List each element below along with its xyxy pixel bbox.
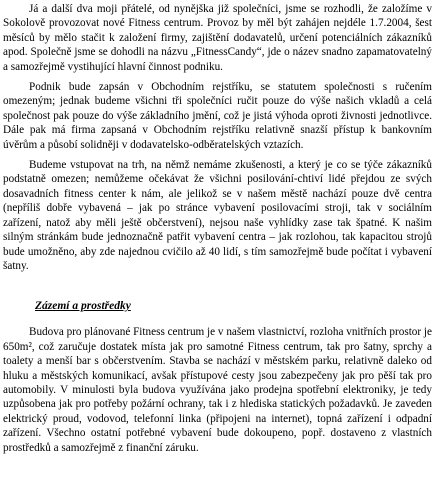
- paragraph-intro: Já a další dva moji přátelé, od nynějška již společníci, jsme se rozhodli, že založíme v Sokolově provozovat nové Fitness centrum. Provoz by měl být zahájen nejdéle 1.7.2004, šest měsíců by mělo stačit k založení firmy, zajištění dodavatelů, určení potenciálních zákazníků apod. Společně jsme se dohodli na názvu „FitnessCandy“, jde o název snadno zapamatovatelný a samozřejmě vystihující hlavní činnost podniku.: [3, 3, 432, 73]
- paragraph-premises: Budova pro plánované Fitness centrum je v našem vlastnictví, rozloha vnitřních prostor je 650m², což zaručuje dostatek místa jak pro samotné Fitness centrum, tak pro šatny, sprchy a toalety a menší bar s občerstvením. Stavba se nachází v městském parku, relativně daleko od hluku a městských komunikací, avšak přístupové cesty jsou zabezpečeny jak pro pěší tak pro automobily. V minulosti byla budova využívána jako prodejna spotřební elektroniky, je tedy uzpůsobena jak pro potřeby požární ochrany, tak i z hlediska statických požadavků. Je zaveden elektrický proud, vodovod, telefonní linka (připojeni na internet), topná zařízení i odpadní zařízení. Všechno ostatní potřebné vybavení bude dokoupeno, popř. dostaveno z vlastních prostředků a samozřejmě z finanční záruku.: [3, 326, 432, 454]
- paragraph-legal-form: Podnik bude zapsán v Obchodním rejstříku, se statutem společnosti s ručením omezeným; jednak budeme všichni tři společníci ručit pouze do výše našich vkladů a celá společnost pak pouze do výše základního jmění, což je jistá výhoda oproti živnosti jednotlivce. Dále pak má firma zapsaná v Obchodním rejstříku relativně snazší přístup k bankovním úvěrům a působí solidněji v dodavatelsko-odběratelských vztazích.: [3, 81, 432, 151]
- paragraph-market: Budeme vstupovat na trh, na němž nemáme zkušenosti, a který je co se týče zákazníků podstatně omezen; nemůžeme očekávat že všichni posilování-chtiví lidé přejdou ze svých dosavadních fitness center k nám, ale jelikož se v našem městě nachází pouze dvě centra (nepříliš dobře vybavená – jak po stránce vybavení posilovacími stroji, tak v sociálním zařízení, natož aby měli ještě občerstvení), nejsou naše vyhlídky zase tak špatné. K našim silným stránkám bude jednoznačně patřit vybavení centra – jak rozlohou, tak kapacitou strojů bude umožněno, aby zde najednou cvičilo až 40 lidí, s tím samozřejmě bude počítat i vybavení šatny.: [3, 159, 432, 272]
- section-heading: Zázemí a prostředky: [35, 300, 131, 313]
